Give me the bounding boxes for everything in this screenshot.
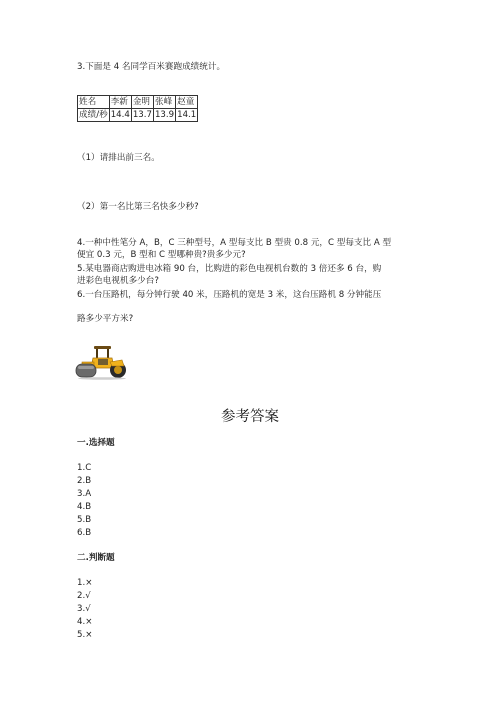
table-cell: 13.9 (154, 110, 175, 120)
table-header-cell: 金明 (131, 96, 153, 109)
road-roller-icon (74, 344, 130, 380)
table-cell: 成绩/秒 (79, 110, 108, 120)
answer-item: 5.B (77, 515, 92, 525)
q4-line2: 便宜 0.3 元，B 型和 C 型哪种贵?贵多少元? (77, 250, 246, 260)
q5-line2: 进彩色电视机多少台? (77, 276, 159, 286)
q3-title: 3.下面是 4 名同学百米赛跑成绩统计。 (77, 62, 226, 72)
table-cell: 14.4 (110, 110, 130, 120)
answer-item: 3.A (77, 489, 92, 499)
answer-item: 2.√ (77, 591, 91, 601)
section1-title: 一.选择题 (77, 438, 115, 448)
table-cell: 14.1 (177, 110, 197, 120)
answer-item: 4.× (77, 617, 93, 627)
q6-line2: 路多少平方米? (77, 314, 134, 324)
q5-line1: 5.某电器商店购进电冰箱 90 台，比购进的彩色电视机台数的 3 倍还多 6 台，购 (77, 264, 382, 274)
section2-title: 二.判断题 (77, 553, 115, 563)
q3-sub1: （1）请排出前三名。 (77, 153, 160, 163)
score-table (77, 95, 198, 122)
table-row (78, 109, 198, 122)
table-header-cell: 李新 (109, 96, 131, 109)
table-header-cell: 赵童 (176, 96, 198, 109)
table-header-cell: 姓名 (78, 96, 110, 109)
table-header-cell: 张峰 (153, 96, 175, 109)
q3-sub2: （2）第一名比第三名快多少秒? (77, 202, 199, 212)
table-row (78, 96, 198, 109)
answer-item: 1.× (77, 578, 93, 588)
answer-item: 3.√ (77, 604, 91, 614)
answer-item: 1.C (77, 463, 92, 473)
answer-item: 4.B (77, 502, 92, 512)
answer-item: 6.B (77, 528, 92, 538)
answers-title: 参考答案 (221, 409, 279, 425)
answer-item: 5.× (77, 630, 93, 640)
answer-item: 2.B (77, 476, 92, 486)
q6-line1: 6.一台压路机，每分钟行驶 40 米，压路机的宽是 3 米，这台压路机 8 分钟能压 (77, 290, 382, 300)
table-cell: 13.7 (132, 110, 152, 120)
q4-line1: 4.一种中性笔分 A，B，C 三种型号，A 型每支比 B 型贵 0.8 元，C 型每支比 A 型 (77, 238, 392, 248)
